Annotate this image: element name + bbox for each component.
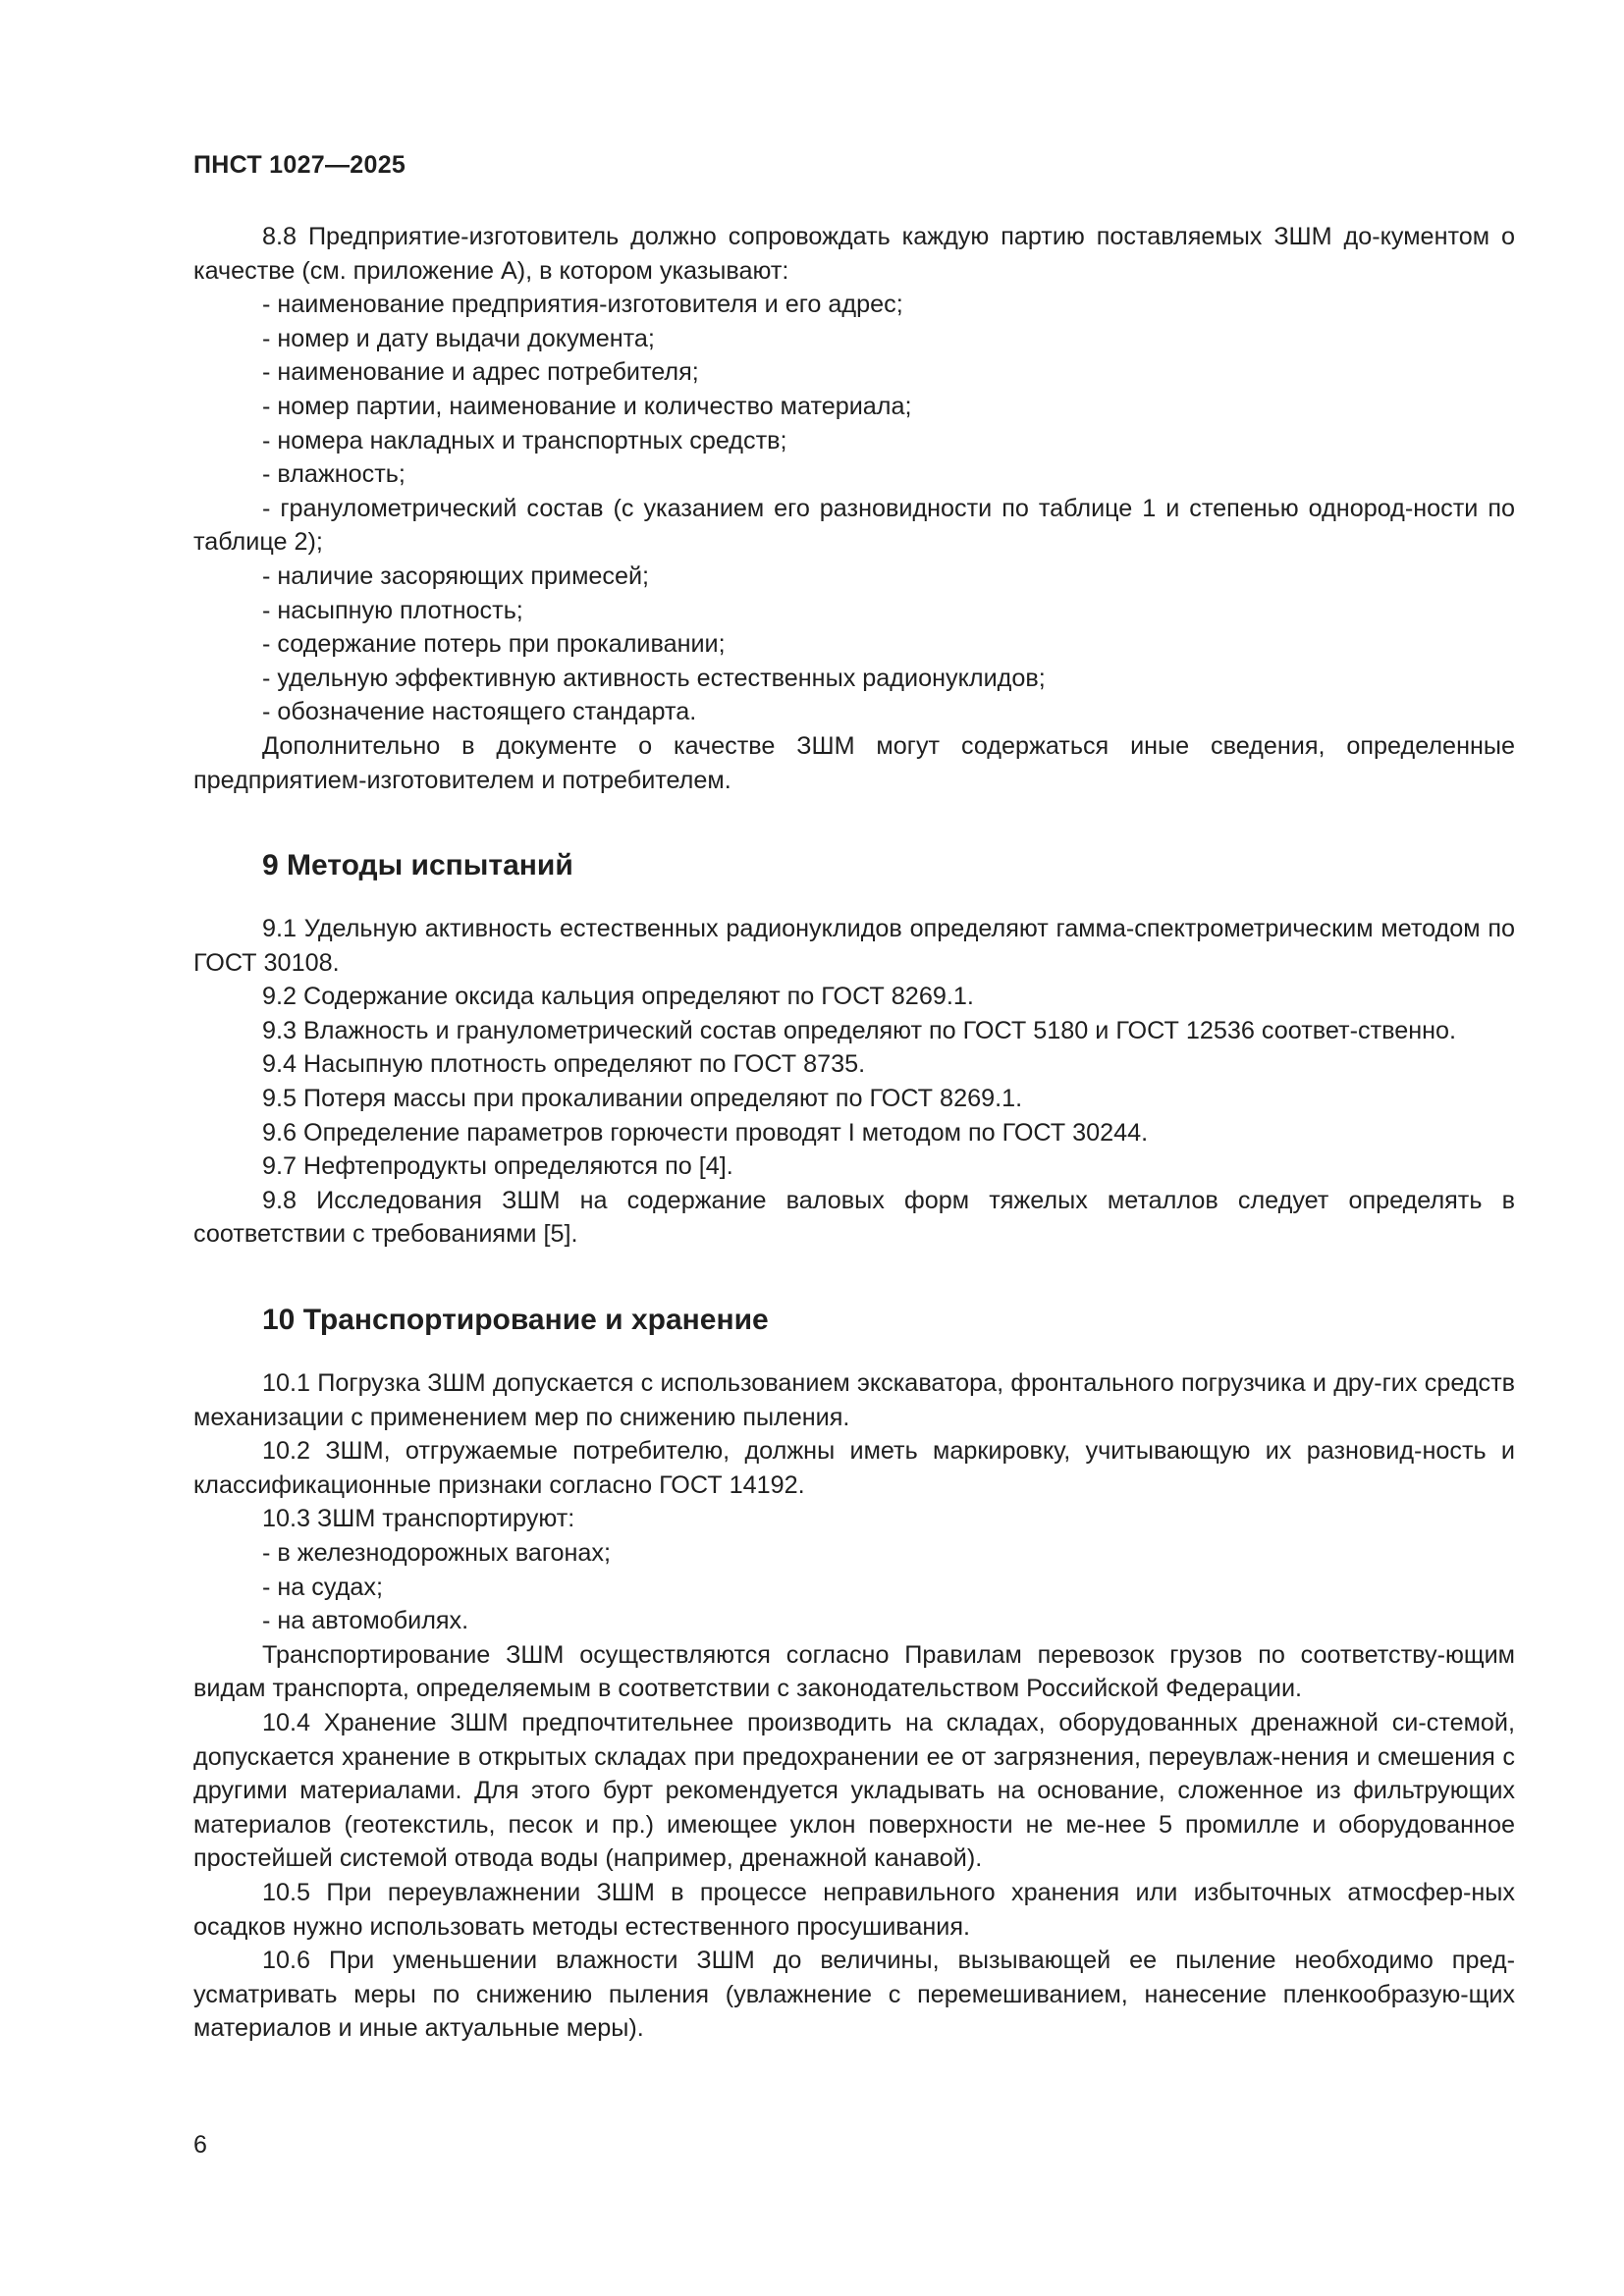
document-code: ПНСТ 1027—2025 [193, 151, 406, 179]
paragraph-10-6: 10.6 При уменьшении влажности ЗШМ до величины, вызывающей ее пыление необходимо пред-усматривать меры по снижению пыления (увлажнение с перемешиванием, нанесение пленкообразую-щих материалов и иные актуальные меры). [193, 1947, 1515, 2043]
paragraph-10-2: 10.2 ЗШМ, отгружаемые потребителю, должны иметь маркировку, учитывающую их разновид-ность и классификационные признаки согласно ГОСТ 14192. [193, 1437, 1515, 1499]
list-item: - наименование и адрес потребителя; [262, 358, 699, 387]
list-item: - на судах; [262, 1573, 383, 1601]
paragraph-8-8: 8.8 Предприятие-изготовитель должно сопровождать каждую партию поставляемых ЗШМ до-кументом о качестве (см. приложение А), в котором указывают: [193, 223, 1515, 285]
paragraph-10-4: 10.4 Хранение ЗШМ предпочтительнее производить на складах, оборудованных дренажной си-стемой, допускается хранение в открытых складах при предохранении ее от загрязнения, переувлаж-нения и смешения с другими материалами. Для этого бурт рекомендуется укладывать на основание, сложенное из фильтрующих материалов (геотекстиль, песок и пр.) имеющее уклон поверхности не ме-нее 5 промилле и оборудованное простейшей системой отвода воды (например, дренажной канавой). [193, 1708, 1515, 1873]
paragraph-9-7: 9.7 Нефтепродукты определяются по [4]. [262, 1152, 733, 1181]
paragraph-10-1: 10.1 Погрузка ЗШМ допускается с использованием экскаватора, фронтального погрузчика и дру-гих средств механизации с применением мер по снижению пыления. [193, 1369, 1515, 1431]
paragraph-10-5: 10.5 При переувлажнении ЗШМ в процессе неправильного хранения или избыточных атмосфер-ных осадков нужно использовать методы естественного просушивания. [193, 1878, 1515, 1941]
section-10-heading: 10 Транспортирование и хранение [262, 1304, 769, 1337]
paragraph-9-6: 9.6 Определение параметров горючести проводят I методом по ГОСТ 30244. [262, 1118, 1149, 1147]
list-item: - наименование предприятия-изготовителя и его адрес; [262, 291, 903, 319]
list-item: - удельную эффективную активность естественных радионуклидов; [262, 664, 1046, 692]
list-item: - номера накладных и транспортных средств; [262, 426, 787, 454]
paragraph-9-3: 9.3 Влажность и гранулометрический состав определяют по ГОСТ 5180 и ГОСТ 12536 соответ-ственно. [262, 1016, 1457, 1044]
list-item: - обозначение настоящего стандарта. [262, 698, 697, 726]
paragraph-additional: Дополнительно в документе о качестве ЗШМ могут содержаться иные сведения, определенные предприятием-изготовителем и потребителем. [193, 731, 1515, 794]
list-item: - насыпную плотность; [262, 596, 523, 624]
paragraph-9-1: 9.1 Удельную активность естественных радионуклидов определяют гамма-спектрометрическим методом по ГОСТ 30108. [193, 915, 1515, 977]
list-item: - влажность; [262, 460, 406, 489]
page-content [193, 220, 1515, 2046]
list-item: - содержание потерь при прокаливании; [262, 630, 726, 659]
section-9-heading: 9 Методы испытаний [262, 849, 573, 882]
paragraph-9-8: 9.8 Исследования ЗШМ на содержание валовых форм тяжелых металлов следует определять в соответствии с требованиями [5]. [193, 1186, 1515, 1249]
list-item: - наличие засоряющих примесей; [262, 561, 650, 590]
page-number: 6 [193, 2131, 207, 2159]
list-item: - на автомобилях. [262, 1607, 469, 1635]
list-item: - номер и дату выдачи документа; [262, 324, 655, 352]
list-item: - в железнодорожных вагонах; [262, 1539, 611, 1567]
paragraph-9-4: 9.4 Насыпную плотность определяют по ГОСТ 8735. [262, 1050, 866, 1079]
paragraph-9-5: 9.5 Потеря массы при прокаливании определяют по ГОСТ 8269.1. [262, 1085, 1023, 1113]
paragraph-10-3: 10.3 ЗШМ транспортируют: [262, 1505, 575, 1533]
paragraph-9-2: 9.2 Содержание оксида кальция определяют по ГОСТ 8269.1. [262, 983, 974, 1011]
paragraph-transport: Транспортирование ЗШМ осуществляются согласно Правилам перевозок грузов по соответству-ющим видам транспорта, определяемым в соответствии с законодательством Российской Федерации. [193, 1640, 1515, 1703]
list-item: - гранулометрический состав (с указанием его разновидности по таблице 1 и степенью однород-ности по таблице 2); [193, 494, 1515, 557]
list-item: - номер партии, наименование и количество материала; [262, 392, 912, 420]
